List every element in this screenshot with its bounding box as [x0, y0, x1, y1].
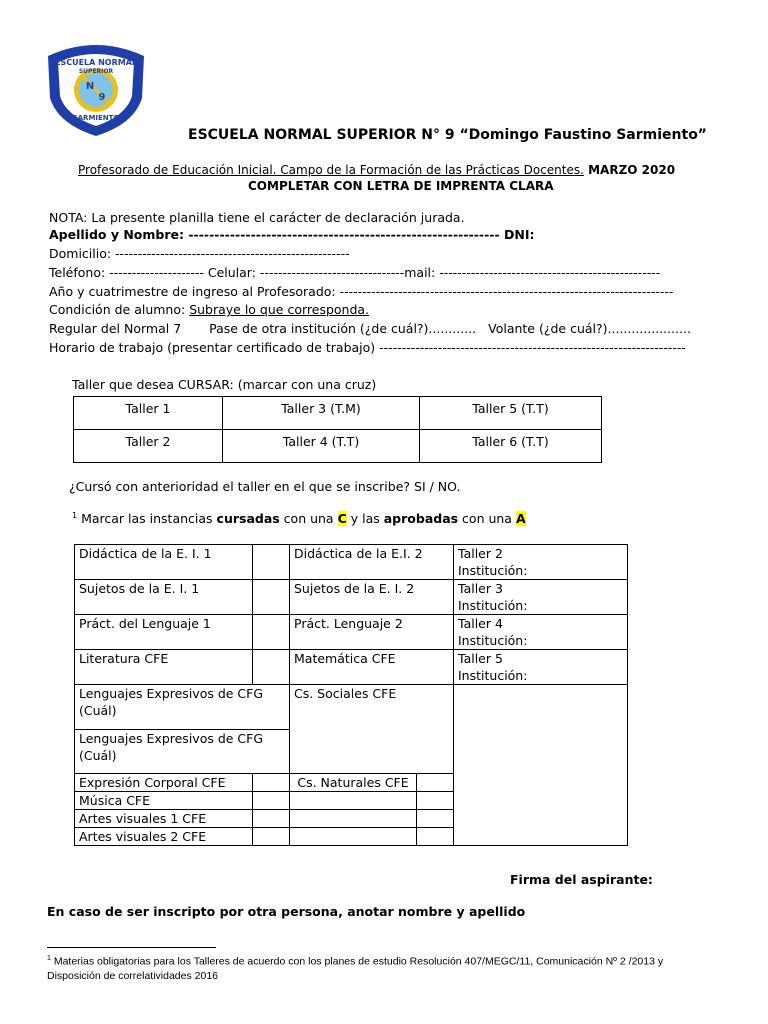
otra-persona-label: En caso de ser inscripto por otra persona, anotar nombre y apellido [47, 904, 526, 919]
institucion-label: Institución: [458, 563, 528, 578]
materia-cell: Artes visuales 1 CFE [75, 810, 253, 828]
horario-field[interactable]: Horario de trabajo (presentar certificado de trabajo) -------------------------------------------------------------------- [49, 340, 686, 355]
domicilio-field[interactable]: Domicilio: ---------------------------------------------------- [49, 246, 350, 261]
subtitle-line [78, 163, 675, 177]
nota-text: NOTA: La presente planilla tiene el carácter de declaración jurada. [49, 210, 465, 225]
materia-cell: Matemática CFE [290, 650, 454, 685]
aprobadas-label: aprobadas [383, 511, 459, 527]
taller-label: Taller 2 [458, 546, 503, 561]
taller-prompt: Taller que desea CURSAR: (marcar con una cruz) [72, 377, 377, 392]
materia-cell: Artes visuales 2 CFE [75, 828, 253, 846]
taller-table [73, 396, 602, 463]
empty-cell[interactable] [454, 685, 628, 846]
school-title: ESCUELA NORMAL SUPERIOR N° 9 “Domingo Faustino Sarmiento” [188, 127, 708, 143]
footnote-ref: 1 [72, 511, 78, 520]
anterioridad-question: ¿Cursó con anterioridad el taller en el que se inscribe? SI / NO. [69, 479, 461, 494]
mark-cell[interactable] [253, 580, 290, 615]
mark-cell[interactable] [253, 545, 290, 580]
c-mark: C [337, 511, 347, 527]
mark-cell[interactable] [253, 810, 290, 828]
footnote-line2: Disposición de correlatividades 2016 [47, 969, 219, 982]
apellido-field[interactable]: Apellido y Nombre: ------------------------------------------------------------ DNI: [49, 227, 535, 242]
footnote-divider [47, 947, 216, 948]
taller-cell[interactable]: Taller 2 [74, 430, 223, 463]
instancias-text: con una [279, 511, 338, 527]
taller-label: Taller 3 [458, 581, 503, 596]
mark-cell[interactable] [253, 828, 290, 846]
taller-cell[interactable]: Taller 5 (T.T) [420, 397, 602, 430]
mark-cell[interactable] [253, 792, 290, 810]
materia-cell: Sujetos de la E. I. 2 [290, 580, 454, 615]
crest-text-bottom: SARMIENTO [72, 114, 120, 122]
institucion-label: Institución: [458, 668, 528, 683]
cursadas-label: cursadas [216, 511, 280, 527]
materia-cell: Didáctica de la E. I. 1 [75, 545, 253, 580]
blank-cell[interactable] [290, 810, 417, 828]
mark-cell[interactable] [253, 650, 290, 685]
materia-cell: Expresión Corporal CFE [75, 774, 253, 792]
crest-text-top: ESCUELA NORMAL [54, 58, 138, 67]
option-pase[interactable]: Pase de otra institución (¿de cuál?)............ [209, 321, 477, 336]
materia-cell: Didáctica de la E.I. 2 [290, 545, 454, 580]
lenguajes-cell[interactable]: Lenguajes Expresivos de CFG (Cuál) [75, 685, 290, 730]
firma-label: Firma del aspirante: [510, 872, 653, 887]
lenguajes-cell[interactable]: Lenguajes Expresivos de CFG (Cuál) [75, 730, 290, 774]
option-regular[interactable]: Regular del Normal 7 [49, 321, 182, 336]
taller-cell[interactable]: Taller 1 [74, 397, 223, 430]
materia-cell: Cs. Naturales CFE [290, 774, 417, 792]
condicion-label: Condición de alumno: [49, 302, 190, 317]
materia-cell: Sujetos de la E. I. 1 [75, 580, 253, 615]
taller-inst-cell[interactable] [454, 545, 628, 580]
instancias-text: y las [346, 511, 384, 527]
ingreso-field[interactable]: Año y cuatrimestre de ingreso al Profesorado: -------------------------------------------------------------------------- [49, 284, 674, 299]
materia-cell: Práct. Lenguaje 2 [290, 615, 454, 650]
condicion-line [49, 302, 369, 317]
instancias-instruction [72, 511, 526, 526]
blank-cell[interactable] [290, 828, 417, 846]
mark-cell[interactable] [417, 792, 454, 810]
subtitle-program: Profesorado de Educación Inicial. Campo de la Formación de las Prácticas Docentes. [78, 163, 584, 177]
mark-cell[interactable] [253, 774, 290, 792]
taller-inst-cell[interactable] [454, 615, 628, 650]
telefono-field[interactable]: Teléfono: --------------------- Celular: --------------------------------mail: ------------------------------------------------- [49, 265, 661, 280]
taller-cell[interactable]: Taller 4 (T.T) [223, 430, 420, 463]
instancias-text: Marcar las instancias [77, 511, 217, 527]
a-mark: A [515, 511, 526, 527]
taller-label: Taller 5 [458, 651, 503, 666]
crest-text-mid: SUPERIOR [78, 68, 114, 75]
mark-cell[interactable] [417, 828, 454, 846]
option-volante[interactable]: Volante (¿de cuál?)..................... [488, 321, 691, 336]
mark-cell[interactable] [417, 810, 454, 828]
materia-cell: Literatura CFE [75, 650, 253, 685]
blank-cell[interactable] [290, 792, 417, 810]
taller-cell[interactable]: Taller 6 (T.T) [420, 430, 602, 463]
condicion-options [49, 321, 691, 336]
instancias-text: con una [458, 511, 516, 527]
institucion-label: Institución: [458, 598, 528, 613]
taller-inst-cell[interactable] [454, 650, 628, 685]
institucion-label: Institución: [458, 633, 528, 648]
crest-number: 9 [98, 92, 106, 103]
materia-cell: Música CFE [75, 792, 253, 810]
taller-cell[interactable]: Taller 3 (T.M) [223, 397, 420, 430]
mark-cell[interactable] [253, 615, 290, 650]
condicion-instruction: Subraye lo que corresponda. [189, 302, 370, 317]
footnote-text [47, 952, 737, 983]
crest-letter: N [85, 81, 95, 92]
footnote-num: 1 [47, 955, 51, 962]
taller-inst-cell[interactable] [454, 580, 628, 615]
mark-cell[interactable] [417, 774, 454, 792]
materias-table [74, 544, 628, 846]
footnote-line1: Materias obligatorias para los Talleres de acuerdo con los planes de estudio Resolución 407/MEGC/11, Comunicación Nº 2 /2013 y [50, 955, 664, 968]
taller-label: Taller 4 [458, 616, 503, 631]
materia-cell: Práct. del Lenguaje 1 [75, 615, 253, 650]
school-crest-logo [44, 40, 148, 138]
subtitle-date: MARZO 2020 [583, 163, 676, 177]
cs-sociales-cell[interactable]: Cs. Sociales CFE [290, 685, 454, 774]
instruction-heading: COMPLETAR CON LETRA DE IMPRENTA CLARA [248, 179, 554, 193]
